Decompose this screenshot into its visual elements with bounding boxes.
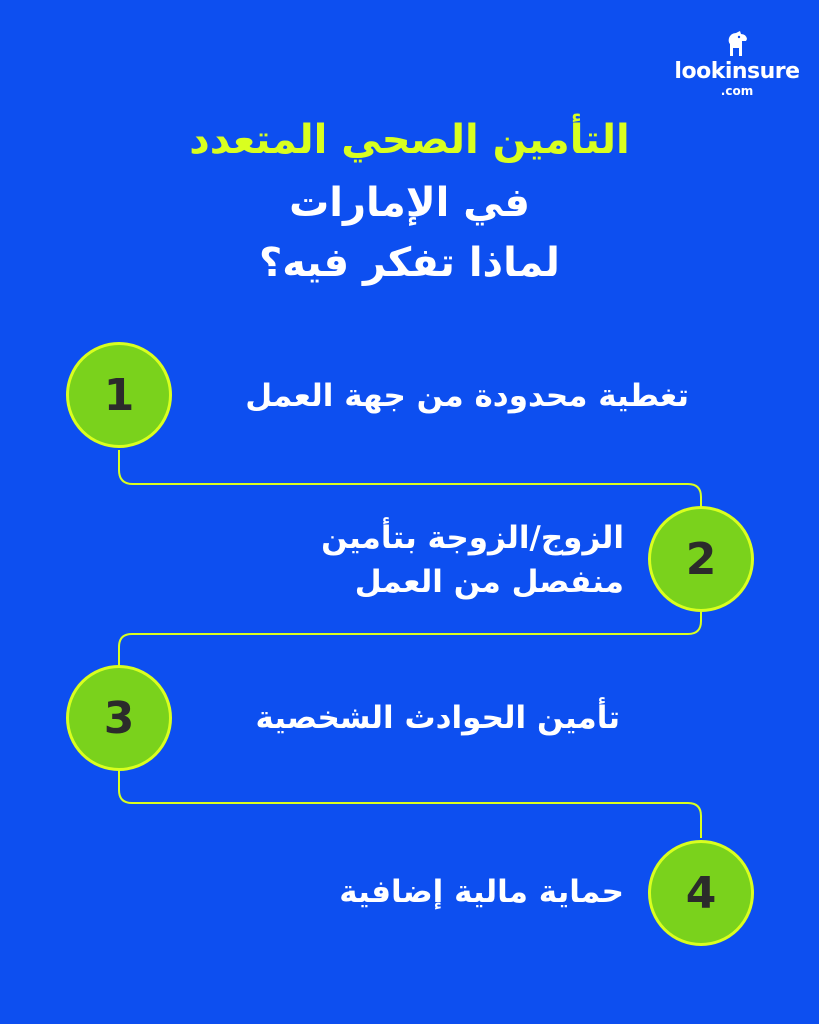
title-line-3: لماذا تفكر فيه؟ bbox=[259, 240, 560, 286]
step-2-text bbox=[321, 516, 624, 604]
step-4-text bbox=[339, 870, 624, 914]
step-3-text bbox=[256, 696, 621, 740]
step-3-text-line: تأمين الحوادث الشخصية bbox=[255, 700, 620, 736]
title-line-2: في الإمارات bbox=[289, 180, 530, 226]
step-1-text-line: تغطية محدودة من جهة العمل bbox=[245, 378, 689, 414]
step-3-number: 3 bbox=[66, 665, 172, 771]
step-1-text bbox=[245, 374, 689, 418]
step-1-number: 1 bbox=[66, 342, 172, 448]
title-line-1: التأمين الصحي المتعدد bbox=[189, 117, 630, 163]
brand-name: lookinsure bbox=[674, 59, 800, 84]
brand-domain: .com bbox=[720, 84, 754, 98]
step-2-number: 2 bbox=[648, 506, 754, 612]
step-4-number: 4 bbox=[648, 840, 754, 946]
step-4-text-line: حماية مالية إضافية bbox=[339, 874, 624, 910]
step-2-text-line-1: الزوج/الزوجة بتأمين bbox=[321, 520, 624, 556]
step-2-text-line-2: منفصل من العمل bbox=[354, 564, 624, 600]
